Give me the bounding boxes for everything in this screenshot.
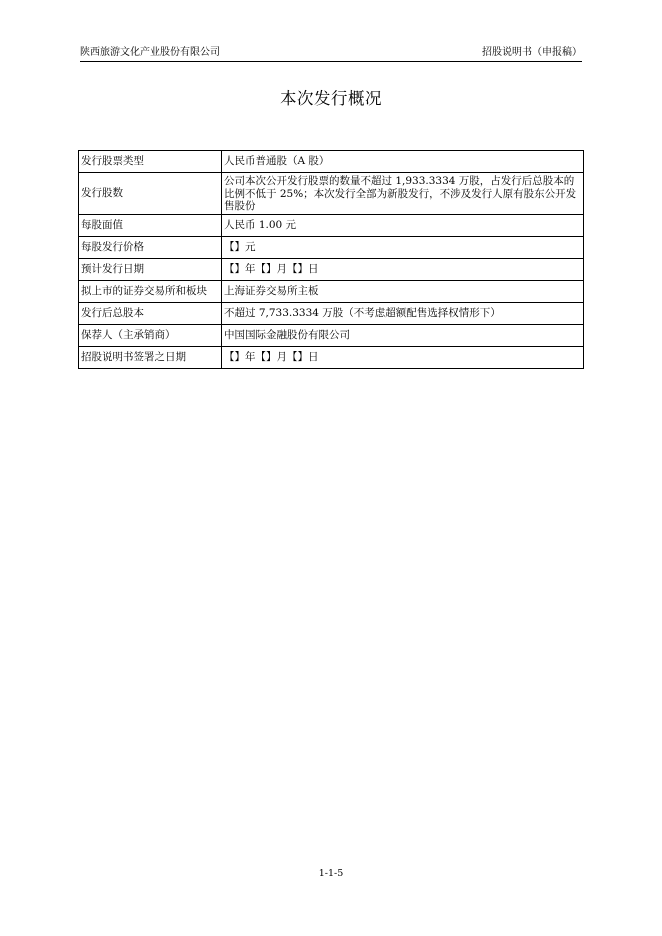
header-divider <box>80 61 582 62</box>
row-label: 发行后总股本 <box>79 302 222 324</box>
row-label: 每股发行价格 <box>79 236 222 258</box>
page-number: 1-1-5 <box>318 868 344 879</box>
row-label: 保荐人（主承销商） <box>79 324 222 346</box>
offering-overview-table <box>78 150 584 369</box>
page-header <box>80 45 582 61</box>
row-value: 公司本次公开发行股票的数量不超过 1,933.3334 万股，占发行后总股本的比例不低于 25%；本次发行全部为新股发行，不涉及发行人原有股东公开发售股份 <box>222 173 584 215</box>
table-row <box>79 302 584 324</box>
row-value: 人民币 1.00 元 <box>222 214 584 236</box>
row-value: 不超过 7,733.3334 万股（不考虑超额配售选择权情形下） <box>222 302 584 324</box>
row-value: 中国国际金融股份有限公司 <box>222 324 584 346</box>
row-label: 发行股数 <box>79 173 222 215</box>
row-value: 【】年【】月【】日 <box>222 258 584 280</box>
row-value: 上海证券交易所主板 <box>222 280 584 302</box>
header-document-name: 招股说明书（申报稿） <box>482 47 582 58</box>
row-value: 人民币普通股（A 股） <box>222 151 584 173</box>
row-value: 【】元 <box>222 236 584 258</box>
row-label: 每股面值 <box>79 214 222 236</box>
row-label: 拟上市的证券交易所和板块 <box>79 280 222 302</box>
row-label: 预计发行日期 <box>79 258 222 280</box>
table-row <box>79 214 584 236</box>
row-label: 招股说明书签署之日期 <box>79 346 222 368</box>
table-row <box>79 346 584 368</box>
table-row <box>79 258 584 280</box>
table-row <box>79 151 584 173</box>
table-row <box>79 324 584 346</box>
row-value: 【】年【】月【】日 <box>222 346 584 368</box>
header-company-name: 陕西旅游文化产业股份有限公司 <box>80 47 220 58</box>
row-label: 发行股票类型 <box>79 151 222 173</box>
page-title: 本次发行概况 <box>280 89 382 108</box>
table-row <box>79 280 584 302</box>
table-row <box>79 173 584 215</box>
table-row <box>79 236 584 258</box>
